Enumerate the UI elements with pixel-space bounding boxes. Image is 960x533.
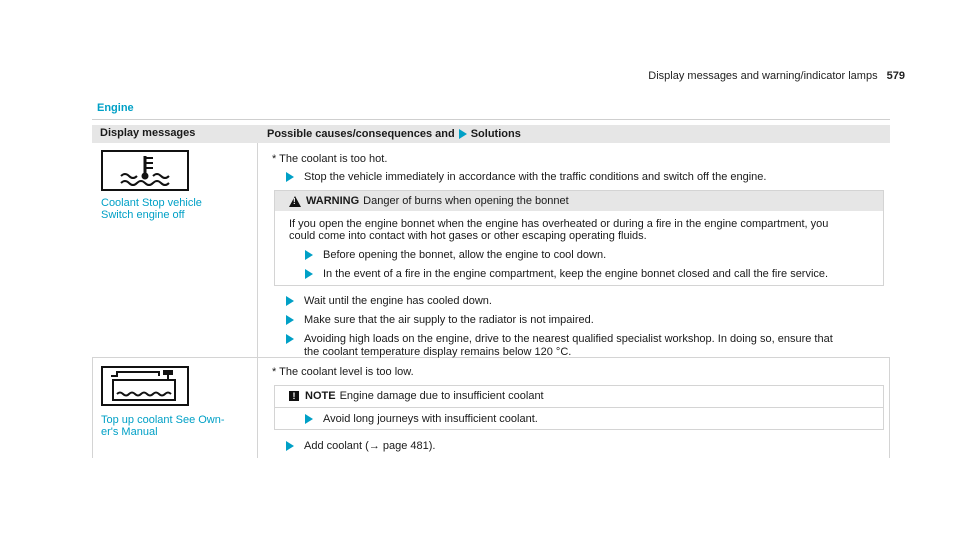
step-text-line: Avoiding high loads on the engine, drive to the nearest qualified specialist workshop. In doing so, ensure that xyxy=(304,333,833,345)
step-text: In the event of a fire in the engine compartment, keep the engine bonnet closed and call the fire service. xyxy=(323,268,829,280)
cause-text: * The coolant is too hot. xyxy=(272,153,388,165)
action-arrow-icon xyxy=(286,441,294,451)
warning-title-bar xyxy=(275,191,883,211)
warning-title: Danger of burns when opening the bonnet xyxy=(363,195,569,207)
warning-step xyxy=(305,268,828,281)
note-label: NOTE xyxy=(305,390,336,402)
warning-text xyxy=(289,218,828,242)
warning-step xyxy=(305,249,606,262)
col-display-messages-header: Display messages xyxy=(100,127,196,139)
page-header-title: Display messages and warning/indicator lamps xyxy=(648,70,878,82)
section-rule xyxy=(92,119,890,120)
step-text: Avoid long journeys with insufficient coolant. xyxy=(323,413,538,425)
note-icon: ! xyxy=(289,391,299,401)
note-title-bar xyxy=(275,386,883,406)
note-title: Engine damage due to insufficient coolant xyxy=(339,390,544,402)
action-arrow-icon xyxy=(286,315,294,325)
action-arrow-icon xyxy=(286,334,294,344)
step-text: Before opening the bonnet, allow the engine to cool down. xyxy=(323,249,607,261)
message-line: Coolant Stop vehicle xyxy=(101,197,202,209)
col-solutions-header-a: Possible causes/consequences and xyxy=(267,128,455,140)
step-text: Make sure that the air supply to the radiator is not impaired. xyxy=(304,314,594,326)
top-up-coolant-message xyxy=(101,414,225,438)
coolant-temperature-icon xyxy=(101,150,189,191)
message-line: Top up coolant See Own- xyxy=(101,414,225,426)
action-arrow-icon xyxy=(305,250,313,260)
coolant-level-icon xyxy=(101,366,189,406)
messages-table xyxy=(92,125,890,458)
table-header xyxy=(92,125,890,143)
col-solutions-header xyxy=(267,128,521,140)
message-line: er's Manual xyxy=(101,426,158,438)
solution-step xyxy=(286,333,833,359)
note-step xyxy=(305,413,538,426)
warning-label: WARNING xyxy=(306,195,360,207)
warning-box xyxy=(274,190,884,286)
warning-text-line: could come into contact with hot gases or other escaping operating fluids. xyxy=(289,230,647,242)
solution-step xyxy=(286,440,435,453)
right-border xyxy=(889,357,890,458)
left-border xyxy=(92,357,93,458)
note-box xyxy=(274,385,884,430)
message-line: Switch engine off xyxy=(101,209,185,221)
section-title: Engine xyxy=(97,102,134,114)
action-arrow-icon xyxy=(459,129,467,139)
step-text: Wait until the engine has cooled down. xyxy=(304,295,492,307)
note-divider xyxy=(275,407,883,408)
step-text: Stop the vehicle immediately in accordance with the traffic conditions and switch off the engine. xyxy=(304,171,767,183)
page-header xyxy=(648,70,905,82)
solution-step xyxy=(286,295,492,308)
warning-triangle-icon xyxy=(289,196,301,207)
action-arrow-icon xyxy=(286,172,294,182)
step-text-line: the coolant temperature display remains below 120 °C. xyxy=(304,346,572,358)
step-text: Add coolant (→ page 481). xyxy=(304,440,436,452)
cause-text: * The coolant level is too low. xyxy=(272,366,414,378)
col-solutions-header-b: Solutions xyxy=(470,128,521,140)
solution-step xyxy=(286,314,594,327)
column-divider xyxy=(257,143,258,458)
action-arrow-icon xyxy=(286,296,294,306)
warning-text-line: If you open the engine bonnet when the engine has overheated or during a fire in the engine compartment, you xyxy=(289,218,829,230)
page-number: 579 xyxy=(886,70,905,82)
solution-step xyxy=(286,171,766,184)
action-arrow-icon xyxy=(305,269,313,279)
step-text xyxy=(304,333,833,359)
coolant-stop-message xyxy=(101,197,202,221)
action-arrow-icon xyxy=(305,414,313,424)
